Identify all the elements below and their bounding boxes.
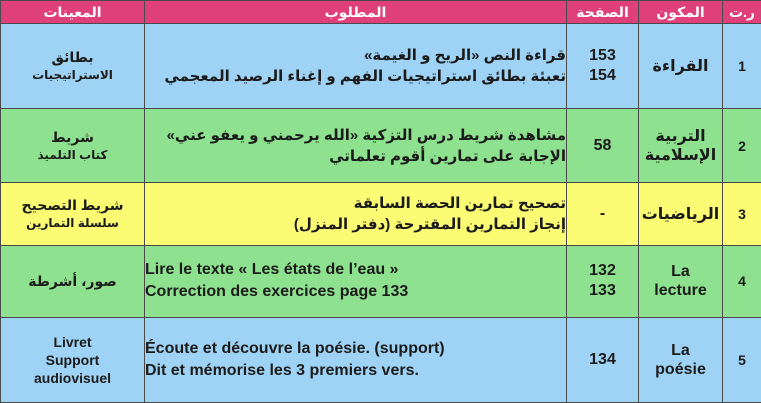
page-number: 133 xyxy=(589,282,616,300)
header-required: المطلوب xyxy=(145,1,567,24)
required-task: مشاهدة شريط درس التزكية «الله يرحمني و يعفو عني» xyxy=(166,126,566,144)
component-label: poésie xyxy=(655,360,706,378)
row-number: 1 xyxy=(723,24,761,109)
page-number: - xyxy=(599,205,606,223)
component-label: الرياضيات xyxy=(641,205,720,223)
materials-cell xyxy=(1,24,145,109)
material-item: audiovisuel xyxy=(33,369,112,386)
component-cell xyxy=(639,182,723,246)
required-cell xyxy=(145,24,567,109)
page-cell xyxy=(567,24,639,109)
material-item: شريط التصحيح xyxy=(21,197,124,214)
material-item: Support xyxy=(45,351,100,368)
header-row xyxy=(1,1,761,24)
required-task: Écoute et découvre la poésie. (support) xyxy=(145,339,445,357)
header-num: ر.ت xyxy=(723,1,761,24)
required-cell xyxy=(145,317,567,402)
table-row xyxy=(1,317,761,402)
material-item: شريط xyxy=(51,128,94,145)
required-cell xyxy=(145,246,567,317)
table-row xyxy=(1,246,761,317)
required-task: Lire le texte « Les états de l’eau » xyxy=(145,261,399,279)
required-task: Dit et mémorise les 3 premiers vers. xyxy=(145,361,419,379)
page-number: 134 xyxy=(589,350,616,368)
material-item: الاستراتيجيات xyxy=(32,68,113,83)
required-task: الإجابة على تمارين أقوم تعلماتي xyxy=(329,147,566,165)
required-cell xyxy=(145,109,567,182)
required-task: Correction des exercices page 133 xyxy=(145,283,409,301)
component-cell xyxy=(639,24,723,109)
required-task: تعبئة بطائق استراتيجيات الفهم و إغناء الرصيد المعجمي xyxy=(164,68,566,86)
page-cell xyxy=(567,246,639,317)
component-cell xyxy=(639,317,723,402)
page-cell xyxy=(567,182,639,246)
page-number: 154 xyxy=(589,67,616,85)
materials-cell xyxy=(1,246,145,317)
materials-cell xyxy=(1,317,145,402)
required-task: إنجاز التمارين المقترحة (دفتر المنزل) xyxy=(293,216,566,234)
material-item: Livret xyxy=(53,333,92,350)
page-cell xyxy=(567,317,639,402)
component-label: التربية xyxy=(655,127,706,145)
page-number: 153 xyxy=(589,47,616,65)
required-cell xyxy=(145,182,567,246)
row-number: 2 xyxy=(723,109,761,182)
component-label: الإسلامية xyxy=(644,146,717,164)
component-label: lecture xyxy=(654,282,707,300)
component-label: القراءة xyxy=(652,57,709,75)
page-number: 132 xyxy=(589,262,616,280)
material-item: بطائق xyxy=(51,49,94,66)
materials-cell xyxy=(1,109,145,182)
component-cell xyxy=(639,109,723,182)
component-cell xyxy=(639,246,723,317)
row-number: 4 xyxy=(723,246,761,317)
header-page: الصفحة xyxy=(567,1,639,24)
required-task: قراءة النص «الريح و الغيمة» xyxy=(364,47,566,65)
component-label: La xyxy=(671,263,690,281)
row-number: 5 xyxy=(723,317,761,402)
page-cell xyxy=(567,109,639,182)
table-row xyxy=(1,109,761,182)
material-item: كتاب التلميذ xyxy=(37,147,108,162)
materials-cell xyxy=(1,182,145,246)
material-item: صور، أشرطة xyxy=(28,273,117,290)
table-row xyxy=(1,24,761,109)
header-component: المكون xyxy=(639,1,723,24)
material-item: سلسلة التمارين xyxy=(26,216,119,231)
page-number: 58 xyxy=(593,136,612,154)
required-task: تصحيح تمارين الحصة السابقة xyxy=(353,195,566,213)
table-row xyxy=(1,182,761,246)
component-label: La xyxy=(671,341,690,359)
header-materials: المعينات xyxy=(1,1,145,24)
row-number: 3 xyxy=(723,182,761,246)
